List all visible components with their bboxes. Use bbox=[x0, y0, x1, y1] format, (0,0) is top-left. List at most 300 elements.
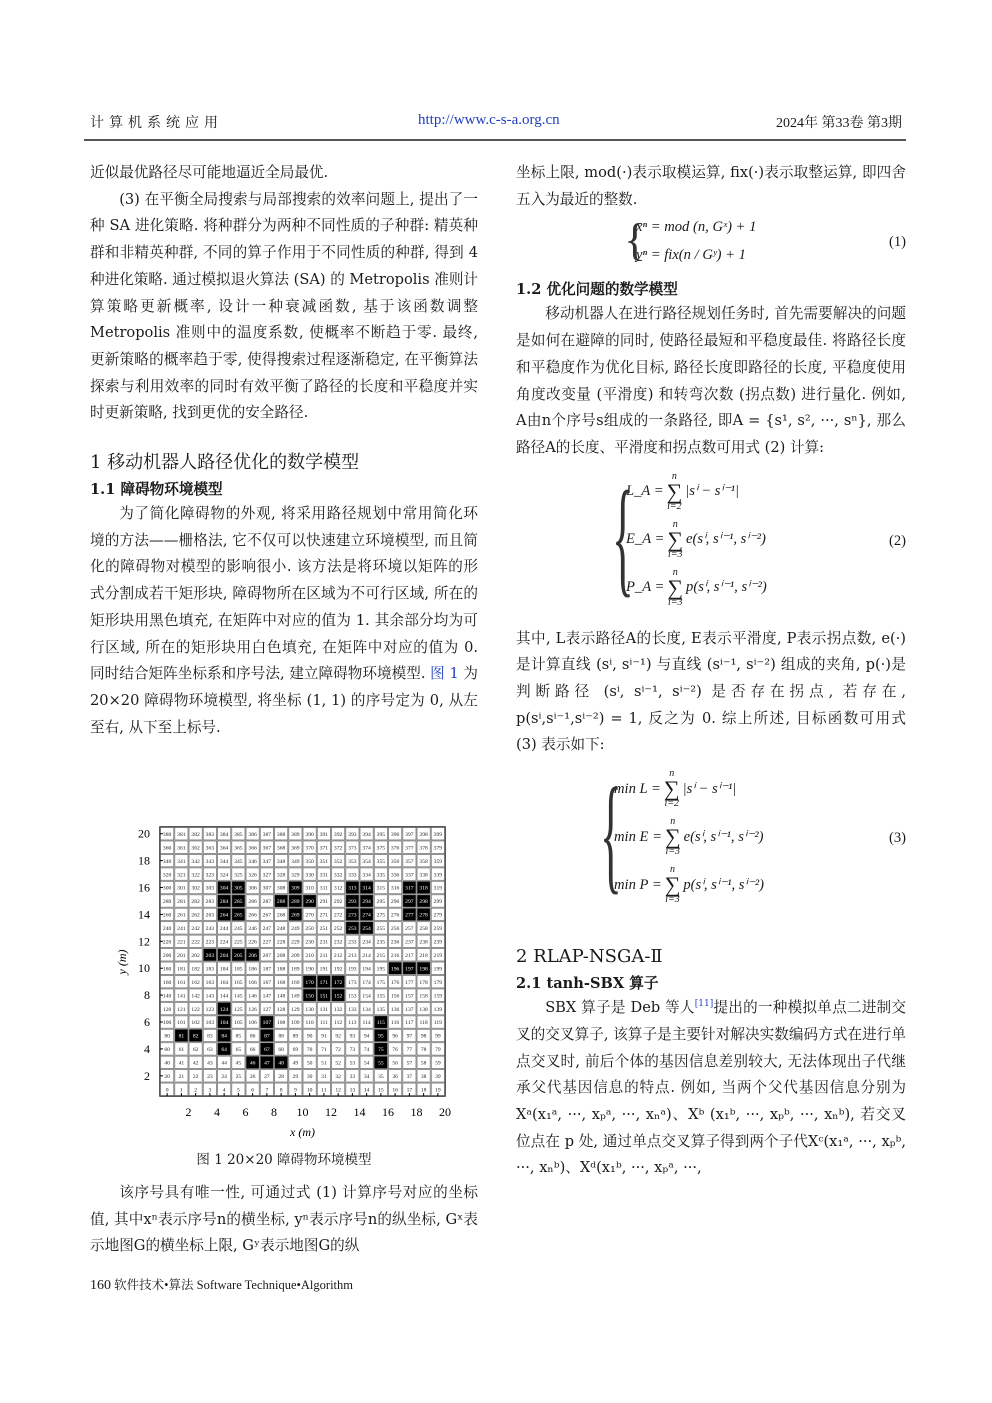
paragraph-text: SBX 算子是 Deb 等人 bbox=[545, 999, 695, 1017]
cell-index-label: 115 bbox=[376, 1020, 385, 1027]
cell-index-label: 337 bbox=[405, 872, 414, 879]
paragraph bbox=[90, 501, 478, 741]
cell-index-label: 304 bbox=[219, 885, 229, 892]
cell-index-label: 78 bbox=[420, 1047, 427, 1054]
y-axis-ticks bbox=[138, 827, 163, 1083]
cell-index-label: 54 bbox=[363, 1060, 370, 1067]
equation-body: p(sⁱ, sⁱ⁻¹, sⁱ⁻²) bbox=[686, 579, 767, 596]
cell-index-label: 176 bbox=[390, 979, 400, 986]
cell-index-label: 352 bbox=[333, 858, 343, 865]
cell-index-label: 134 bbox=[362, 1006, 371, 1013]
cell-index-label: 2 bbox=[194, 1087, 198, 1094]
cell-index-label: 87 bbox=[264, 1033, 270, 1040]
right-column bbox=[516, 160, 906, 1182]
cell-index-label: 392 bbox=[333, 831, 343, 838]
x-axis-ticks bbox=[167, 1093, 451, 1119]
paragraph: 该序号具有唯一性, 可通过式 (1) 计算序号对应的坐标值, 其中xⁿ表示序号n的横坐标, yⁿ表示序号n的纵坐标, Gˣ表示地图G的横坐标上限, Gʸ表示地图G的纵 bbox=[90, 1184, 478, 1255]
cell-index-label: 141 bbox=[177, 993, 186, 1000]
left-brace-icon: { bbox=[624, 214, 647, 266]
cell-index-label: 296 bbox=[390, 899, 400, 906]
cell-index-label: 272 bbox=[333, 912, 343, 919]
cell-index-label: 77 bbox=[406, 1047, 413, 1054]
cell-index-label: 262 bbox=[191, 912, 200, 919]
cell-index-label: 268 bbox=[276, 912, 286, 919]
cell-index-label: 24 bbox=[221, 1074, 227, 1081]
cell-index-label: 376 bbox=[390, 845, 400, 852]
cell-index-label: 26 bbox=[249, 1074, 256, 1081]
cell-index-label: 11 bbox=[321, 1087, 327, 1094]
equation-row bbox=[614, 765, 906, 813]
cell-index-label: 239 bbox=[433, 939, 443, 946]
cell-index-label: 332 bbox=[333, 872, 343, 879]
cell-index-label: 303 bbox=[205, 885, 215, 892]
section-heading-2-1: 2.1 tanh-SBX 算子 bbox=[516, 975, 659, 993]
cell-index-label: 353 bbox=[348, 858, 357, 865]
cell-index-label: 342 bbox=[191, 858, 200, 865]
equation-row bbox=[626, 468, 906, 516]
y-tick-label: 2 bbox=[144, 1068, 150, 1083]
x-tick-label: 8 bbox=[271, 1105, 277, 1119]
cell-index-label: 84 bbox=[221, 1033, 227, 1040]
cell-index-label: 67 bbox=[264, 1047, 270, 1054]
cell-index-label: 183 bbox=[205, 966, 215, 973]
journal-name: 计算机系统应用 bbox=[90, 115, 223, 131]
cell-index-label: 325 bbox=[234, 872, 243, 879]
cell-index-label: 355 bbox=[376, 858, 386, 865]
cell-index-label: 255 bbox=[376, 926, 386, 933]
paragraph: 其中, L表示路径A的长度, E表示平滑度, P表示拐点数, e(·)是计算直线 (sⁱ, sⁱ⁻¹) 与直线 (sⁱ⁻¹, sⁱ⁻²) 组成的夹角, p(·)是判断路径 (sⁱ, sⁱ⁻¹, sⁱ⁻²) 是否存在拐点, 若存在, p(sⁱ,sⁱ⁻¹,sⁱ⁻²) = 1, 反之为 0. 综上所述, 目标函数可用式 (3) 表示如下: bbox=[516, 629, 906, 754]
cell-index-label: 290 bbox=[305, 899, 314, 906]
cell-index-label: 151 bbox=[319, 993, 329, 1000]
cell-index-label: 105 bbox=[234, 1020, 243, 1027]
cell-index-label: 107 bbox=[262, 1020, 272, 1027]
equation-body: e(sⁱ, sⁱ⁻¹, sⁱ⁻²) bbox=[686, 531, 766, 548]
cell-index-label: 345 bbox=[234, 858, 243, 865]
cell-index-label: 190 bbox=[305, 966, 314, 973]
cell-index-label: 307 bbox=[262, 885, 272, 892]
cell-index-label: 131 bbox=[319, 1006, 329, 1013]
cell-index-label: 94 bbox=[363, 1033, 370, 1040]
cell-index-label: 177 bbox=[405, 979, 414, 986]
cell-index-label: 312 bbox=[333, 885, 343, 892]
cell-index-label: 346 bbox=[248, 858, 257, 865]
cell-index-label: 174 bbox=[362, 979, 371, 986]
cell-index-label: 185 bbox=[234, 966, 243, 973]
cell-index-label: 273 bbox=[348, 912, 357, 919]
cell-index-label: 0 bbox=[165, 1087, 169, 1094]
cell-index-label: 200 bbox=[162, 952, 172, 959]
cell-index-label: 226 bbox=[248, 939, 257, 946]
cell-index-label: 309 bbox=[291, 885, 300, 892]
y-tick-label: 20 bbox=[138, 826, 150, 841]
cell-index-label: 280 bbox=[162, 899, 172, 906]
cell-index-label: 241 bbox=[177, 926, 186, 933]
cell-index-label: 271 bbox=[319, 912, 329, 919]
cell-index-label: 383 bbox=[205, 831, 215, 838]
journal-url-link[interactable]: http://www.c-s-a.org.cn bbox=[418, 112, 560, 128]
summation-icon: n ∑ i=2 bbox=[663, 768, 680, 810]
cell-index-label: 274 bbox=[362, 912, 371, 919]
cell-index-label: 120 bbox=[162, 1006, 172, 1013]
equation-1-line-2: yⁿ = fix(n / Gʸ) + 1 bbox=[636, 247, 746, 264]
cell-index-label: 89 bbox=[292, 1033, 299, 1040]
cell-index-label: 384 bbox=[219, 831, 229, 838]
cell-index-label: 341 bbox=[177, 858, 186, 865]
cell-index-label: 172 bbox=[333, 979, 343, 986]
cell-index-label: 65 bbox=[235, 1047, 242, 1054]
cell-index-label: 310 bbox=[305, 885, 314, 892]
cell-index-label: 159 bbox=[433, 993, 443, 1000]
cell-index-label: 72 bbox=[335, 1047, 341, 1054]
cell-index-label: 82 bbox=[192, 1033, 199, 1040]
cell-index-label: 61 bbox=[178, 1047, 185, 1054]
cell-index-label: 367 bbox=[262, 845, 272, 852]
cell-index-label: 363 bbox=[205, 845, 215, 852]
y-tick-label: 6 bbox=[144, 1015, 150, 1030]
equation-1-line-1: xⁿ = mod (n, Gˣ) + 1 bbox=[636, 219, 757, 236]
cell-index-label: 41 bbox=[178, 1060, 185, 1067]
cell-index-label: 216 bbox=[390, 952, 400, 959]
cell-index-label: 234 bbox=[362, 939, 371, 946]
cell-index-label: 205 bbox=[234, 952, 243, 959]
cell-index-label: 197 bbox=[405, 966, 414, 973]
cell-index-label: 112 bbox=[334, 1020, 343, 1027]
cell-index-label: 199 bbox=[433, 966, 443, 973]
cell-index-label: 330 bbox=[305, 872, 314, 879]
cell-index-label: 242 bbox=[191, 926, 200, 933]
cell-index-label: 179 bbox=[433, 979, 443, 986]
cell-index-label: 90 bbox=[306, 1033, 313, 1040]
paragraph: 坐标上限, mod(·)表示取模运算, fix(·)表示取整运算, 即四舍五入为最近的整数. bbox=[516, 164, 906, 208]
cell-index-label: 17 bbox=[406, 1087, 413, 1094]
cell-index-label: 6 bbox=[251, 1087, 255, 1094]
cell-index-label: 57 bbox=[406, 1060, 413, 1067]
cell-index-label: 152 bbox=[333, 993, 343, 1000]
cell-index-label: 14 bbox=[363, 1087, 370, 1094]
cell-index-label: 298 bbox=[419, 899, 428, 906]
cell-index-label: 318 bbox=[419, 885, 428, 892]
citation-link[interactable]: [11] bbox=[694, 999, 714, 1010]
cell-index-label: 42 bbox=[192, 1060, 199, 1067]
cell-index-label: 375 bbox=[376, 845, 386, 852]
cell-index-label: 210 bbox=[305, 952, 314, 959]
cell-index-label: 207 bbox=[262, 952, 272, 959]
cell-index-label: 92 bbox=[335, 1033, 341, 1040]
cell-index-label: 224 bbox=[219, 939, 229, 946]
cell-index-label: 257 bbox=[405, 926, 414, 933]
cell-index-label: 108 bbox=[276, 1020, 286, 1027]
cell-index-label: 339 bbox=[433, 872, 443, 879]
cell-index-label: 25 bbox=[235, 1074, 242, 1081]
cell-index-label: 130 bbox=[305, 1006, 314, 1013]
cell-index-label: 215 bbox=[376, 952, 386, 959]
cell-index-label: 357 bbox=[405, 858, 414, 865]
x-tick-label: 2 bbox=[185, 1105, 192, 1119]
cell-index-label: 5 bbox=[236, 1087, 240, 1094]
cell-index-label: 267 bbox=[262, 912, 272, 919]
cell-index-label: 164 bbox=[219, 979, 229, 986]
cell-index-label: 196 bbox=[390, 966, 400, 973]
cell-index-label: 153 bbox=[348, 993, 357, 1000]
cell-index-label: 147 bbox=[262, 993, 272, 1000]
cell-index-label: 191 bbox=[319, 966, 329, 973]
cell-index-label: 34 bbox=[363, 1074, 370, 1081]
cell-index-label: 116 bbox=[391, 1020, 400, 1027]
cell-index-label: 106 bbox=[248, 1020, 257, 1027]
x-tick-label: 14 bbox=[353, 1105, 366, 1119]
issue-info: 2024年 第33卷 第3期 bbox=[776, 116, 902, 131]
cell-index-label: 122 bbox=[191, 1006, 200, 1013]
cell-index-label: 365 bbox=[234, 845, 243, 852]
cell-index-label: 160 bbox=[162, 979, 172, 986]
cell-index-label: 162 bbox=[191, 979, 200, 986]
cell-index-label: 46 bbox=[249, 1060, 256, 1067]
cell-index-label: 18 bbox=[420, 1087, 427, 1094]
equation-body: p(sⁱ, sⁱ⁻¹, sⁱ⁻²) bbox=[683, 876, 765, 893]
cell-index-label: 260 bbox=[162, 912, 172, 919]
cell-index-label: 370 bbox=[305, 845, 314, 852]
cell-index-label: 198 bbox=[419, 966, 428, 973]
cell-index-label: 391 bbox=[319, 831, 329, 838]
cell-index-label: 180 bbox=[162, 966, 172, 973]
cell-index-label: 188 bbox=[276, 966, 286, 973]
cell-index-label: 21 bbox=[178, 1074, 185, 1081]
cell-index-label: 222 bbox=[191, 939, 200, 946]
equation-3-rows bbox=[614, 765, 906, 909]
equation-1 bbox=[624, 213, 906, 273]
cell-index-label: 189 bbox=[291, 966, 300, 973]
equation-lhs: P_A = bbox=[626, 579, 665, 596]
cell-index-label: 195 bbox=[376, 966, 386, 973]
cell-index-label: 340 bbox=[162, 858, 172, 865]
cell-index-label: 395 bbox=[376, 831, 386, 838]
cell-index-label: 213 bbox=[348, 952, 357, 959]
cell-index-label: 287 bbox=[262, 899, 272, 906]
cell-index-label: 70 bbox=[306, 1047, 313, 1054]
cell-index-label: 266 bbox=[248, 912, 257, 919]
cell-index-label: 281 bbox=[177, 899, 186, 906]
cell-index-label: 9 bbox=[293, 1087, 297, 1094]
cell-index-label: 38 bbox=[420, 1074, 427, 1081]
footer-column-name: 软件技术•算法 Software Technique•Algorithm bbox=[114, 1278, 353, 1292]
cell-index-label: 389 bbox=[291, 831, 300, 838]
left-column-continued bbox=[90, 1180, 478, 1260]
cell-index-label: 294 bbox=[362, 899, 371, 906]
cell-index-label: 187 bbox=[262, 966, 272, 973]
cell-index-label: 35 bbox=[378, 1074, 384, 1081]
cell-index-label: 377 bbox=[405, 845, 414, 852]
cell-index-label: 27 bbox=[264, 1074, 270, 1081]
cell-index-label: 4 bbox=[222, 1087, 226, 1094]
cell-index-label: 145 bbox=[234, 993, 243, 1000]
cell-index-label: 20 bbox=[164, 1074, 170, 1081]
cell-index-label: 221 bbox=[177, 939, 186, 946]
cell-index-label: 366 bbox=[248, 845, 257, 852]
cell-index-label: 308 bbox=[276, 885, 286, 892]
cell-index-label: 167 bbox=[262, 979, 272, 986]
cell-index-label: 214 bbox=[362, 952, 371, 959]
cell-index-label: 146 bbox=[248, 993, 257, 1000]
cell-index-label: 316 bbox=[390, 885, 400, 892]
cell-index-label: 104 bbox=[219, 1020, 229, 1027]
cell-index-label: 347 bbox=[262, 858, 272, 865]
cell-index-label: 138 bbox=[419, 1006, 428, 1013]
y-tick-label: 12 bbox=[138, 934, 150, 949]
cell-index-label: 369 bbox=[291, 845, 300, 852]
cell-index-label: 111 bbox=[319, 1020, 328, 1027]
cell-index-label: 249 bbox=[291, 926, 300, 933]
cell-index-label: 33 bbox=[349, 1074, 356, 1081]
cell-index-label: 66 bbox=[249, 1047, 256, 1054]
cell-index-label: 317 bbox=[405, 885, 414, 892]
cell-index-label: 379 bbox=[433, 845, 443, 852]
cell-index-label: 313 bbox=[348, 885, 357, 892]
cell-index-label: 299 bbox=[433, 899, 443, 906]
equation-row bbox=[626, 564, 906, 612]
cell-index-label: 319 bbox=[433, 885, 443, 892]
cell-index-label: 373 bbox=[348, 845, 357, 852]
cell-index-label: 333 bbox=[348, 872, 357, 879]
cell-index-label: 60 bbox=[164, 1047, 170, 1054]
cell-index-label: 156 bbox=[390, 993, 400, 1000]
cell-index-label: 81 bbox=[178, 1033, 185, 1040]
cell-index-label: 256 bbox=[390, 926, 400, 933]
figure-1-link[interactable]: 图 1 bbox=[430, 665, 459, 683]
cell-index-label: 359 bbox=[433, 858, 443, 865]
cell-index-label: 202 bbox=[191, 952, 200, 959]
summation-icon: n ∑ i=3 bbox=[667, 566, 684, 608]
cell-index-label: 246 bbox=[248, 926, 257, 933]
cell-index-label: 397 bbox=[405, 831, 414, 838]
cell-index-label: 91 bbox=[321, 1033, 327, 1040]
summation-icon: n ∑ i=3 bbox=[664, 816, 681, 858]
cell-index-label: 98 bbox=[420, 1033, 427, 1040]
grid-frame bbox=[160, 827, 445, 1096]
cell-index-label: 10 bbox=[306, 1087, 313, 1094]
cell-index-label: 68 bbox=[278, 1047, 284, 1054]
cell-index-label: 219 bbox=[433, 952, 443, 959]
cell-index-label: 289 bbox=[291, 899, 300, 906]
section-heading-1-2: 1.2 优化问题的数学模型 bbox=[516, 281, 678, 299]
cell-index-label: 238 bbox=[419, 939, 428, 946]
cell-index-label: 39 bbox=[435, 1074, 441, 1081]
cell-index-label: 206 bbox=[248, 952, 257, 959]
cell-index-label: 139 bbox=[433, 1006, 443, 1013]
cell-index-label: 362 bbox=[191, 845, 200, 852]
cell-index-label: 50 bbox=[306, 1060, 313, 1067]
cell-index-label: 140 bbox=[162, 993, 172, 1000]
equation-body: |sⁱ − sⁱ⁻¹| bbox=[685, 483, 740, 500]
cell-index-label: 394 bbox=[362, 831, 371, 838]
cell-index-label: 126 bbox=[248, 1006, 257, 1013]
section-heading-1-1: 1.1 障碍物环境模型 bbox=[90, 481, 223, 499]
grid-cells bbox=[160, 827, 445, 1096]
cell-index-label: 132 bbox=[333, 1006, 343, 1013]
page-footer bbox=[90, 1275, 353, 1294]
cell-index-label: 259 bbox=[433, 926, 443, 933]
cell-index-label: 285 bbox=[234, 899, 243, 906]
cell-index-label: 7 bbox=[265, 1087, 269, 1094]
cell-index-label: 243 bbox=[205, 926, 215, 933]
cell-index-label: 336 bbox=[390, 872, 400, 879]
cell-index-label: 28 bbox=[278, 1074, 284, 1081]
cell-index-label: 168 bbox=[276, 979, 286, 986]
cell-index-label: 13 bbox=[349, 1087, 356, 1094]
equation-lhs: min E = bbox=[614, 828, 662, 845]
cell-index-label: 59 bbox=[435, 1060, 441, 1067]
cell-index-label: 178 bbox=[419, 979, 428, 986]
cell-index-label: 378 bbox=[419, 845, 428, 852]
cell-index-label: 269 bbox=[291, 912, 300, 919]
cell-index-label: 144 bbox=[219, 993, 229, 1000]
cell-index-label: 233 bbox=[348, 939, 357, 946]
cell-index-label: 261 bbox=[177, 912, 186, 919]
cell-index-label: 223 bbox=[205, 939, 215, 946]
cell-index-label: 163 bbox=[205, 979, 215, 986]
cell-index-label: 135 bbox=[376, 1006, 386, 1013]
cell-index-label: 71 bbox=[321, 1047, 327, 1054]
cell-index-label: 253 bbox=[348, 926, 357, 933]
cell-index-label: 301 bbox=[177, 885, 186, 892]
y-tick-label: 16 bbox=[138, 880, 150, 895]
cell-index-label: 48 bbox=[278, 1060, 284, 1067]
cell-index-label: 283 bbox=[205, 899, 215, 906]
cell-index-label: 284 bbox=[219, 899, 229, 906]
cell-index-label: 229 bbox=[291, 939, 300, 946]
cell-index-label: 129 bbox=[291, 1006, 300, 1013]
cell-index-label: 235 bbox=[376, 939, 386, 946]
cell-index-label: 393 bbox=[348, 831, 357, 838]
cell-index-label: 320 bbox=[162, 872, 172, 879]
cell-index-label: 69 bbox=[292, 1047, 299, 1054]
section-heading-2: 2 RLAP-NSGA-Ⅱ bbox=[516, 946, 663, 968]
cell-index-label: 171 bbox=[319, 979, 329, 986]
cell-index-label: 276 bbox=[390, 912, 400, 919]
cell-index-label: 275 bbox=[376, 912, 386, 919]
cell-index-label: 331 bbox=[319, 872, 329, 879]
x-tick-label: 18 bbox=[410, 1105, 423, 1119]
cell-index-label: 240 bbox=[162, 926, 172, 933]
cell-index-label: 293 bbox=[348, 899, 357, 906]
cell-index-label: 399 bbox=[433, 831, 443, 838]
cell-index-label: 16 bbox=[392, 1087, 398, 1094]
cell-index-label: 165 bbox=[234, 979, 243, 986]
cell-index-label: 95 bbox=[378, 1033, 384, 1040]
cell-index-label: 386 bbox=[248, 831, 257, 838]
cell-index-label: 157 bbox=[405, 993, 414, 1000]
cell-index-label: 99 bbox=[435, 1033, 441, 1040]
equation-2-number: (2) bbox=[888, 532, 906, 549]
cell-index-label: 53 bbox=[349, 1060, 356, 1067]
cell-index-label: 314 bbox=[362, 885, 371, 892]
cell-index-label: 169 bbox=[291, 979, 300, 986]
cell-index-label: 258 bbox=[419, 926, 428, 933]
cell-index-label: 47 bbox=[264, 1060, 270, 1067]
cell-index-label: 96 bbox=[392, 1033, 398, 1040]
cell-index-label: 109 bbox=[291, 1020, 300, 1027]
cell-index-label: 19 bbox=[435, 1087, 441, 1094]
summation-icon: n ∑ i=2 bbox=[666, 470, 683, 512]
cell-index-label: 123 bbox=[205, 1006, 215, 1013]
cell-index-label: 315 bbox=[376, 885, 386, 892]
equation-body: e(sⁱ, sⁱ⁻¹, sⁱ⁻²) bbox=[683, 828, 764, 845]
equation-body: |sⁱ − sⁱ⁻¹| bbox=[682, 780, 737, 797]
cell-index-label: 148 bbox=[276, 993, 286, 1000]
cell-index-label: 220 bbox=[162, 939, 172, 946]
cell-index-label: 36 bbox=[392, 1074, 398, 1081]
cell-index-label: 322 bbox=[191, 872, 200, 879]
figure-1-caption: 图 1 20×20 障碍物环境模型 bbox=[196, 1152, 372, 1168]
